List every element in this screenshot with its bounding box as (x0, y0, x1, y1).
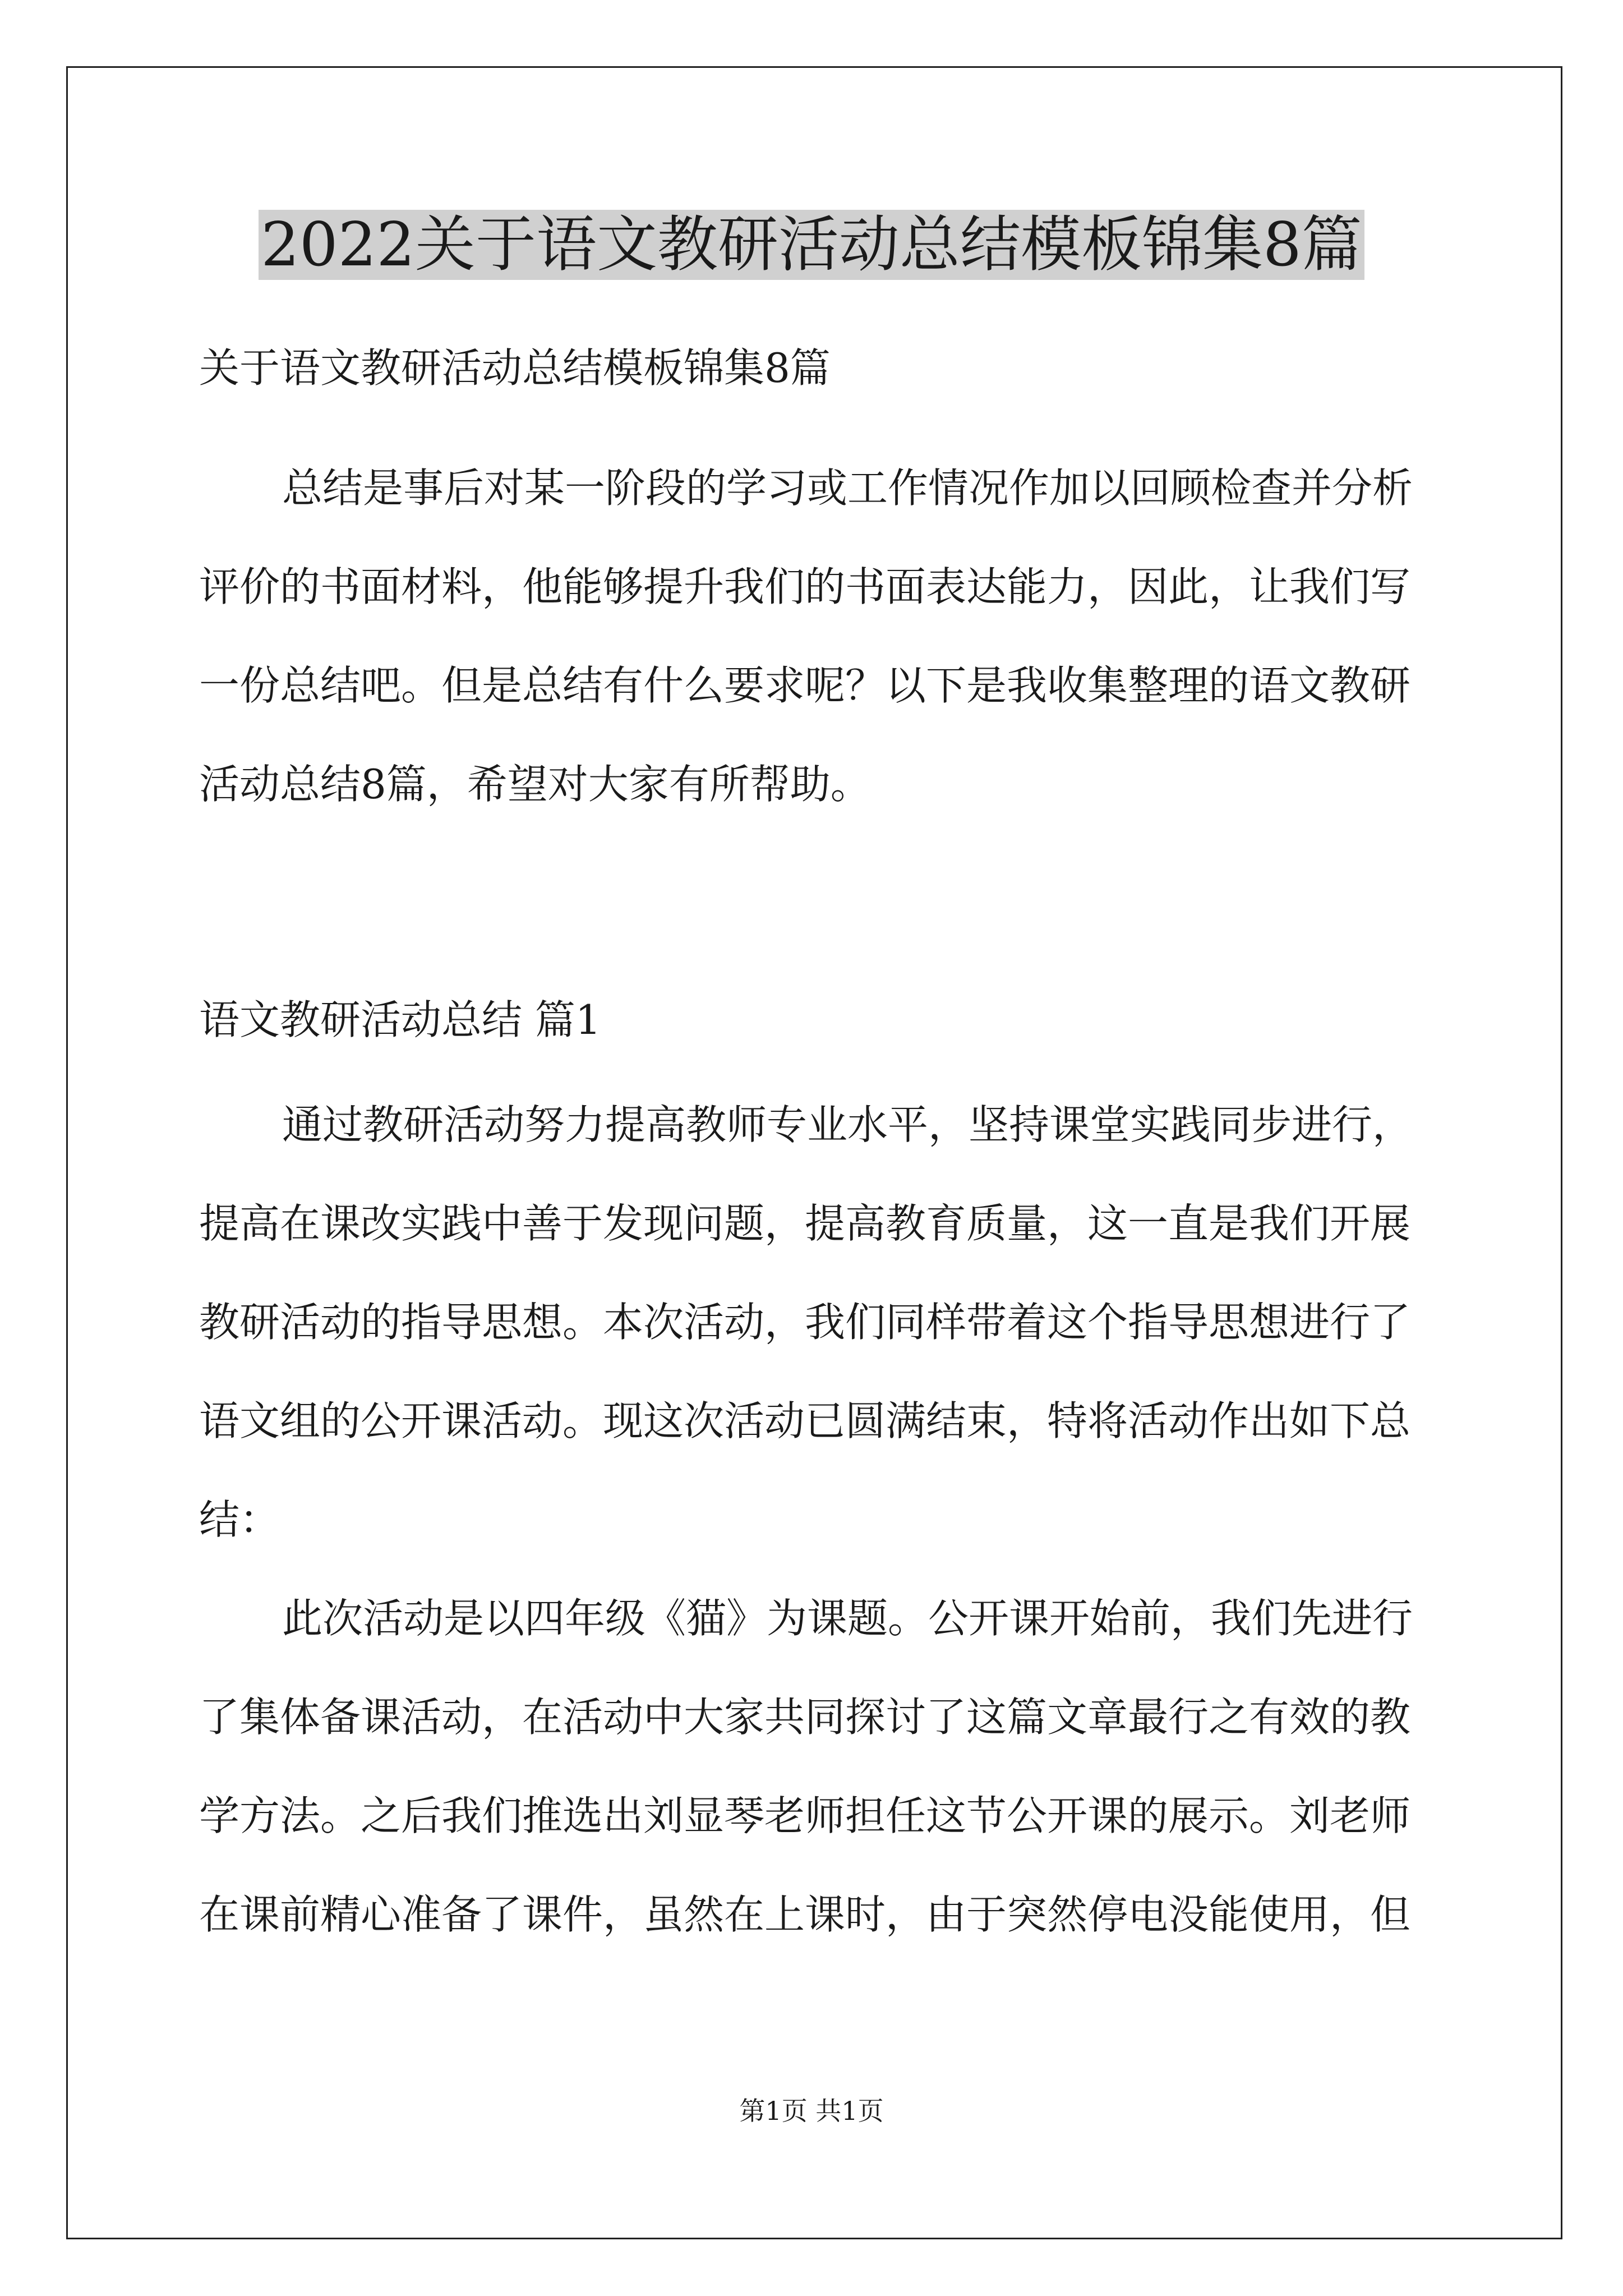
paragraph-line: 在课前精心准备了课件，虽然在上课时，由于突然停电没能使用，但 (199, 1891, 1411, 1938)
paragraph-line: 结： (199, 1496, 280, 1543)
document-subtitle: 关于语文教研活动总结模板锦集8篇 (199, 344, 831, 392)
intro-paragraph (199, 439, 1433, 834)
paragraph-line: 学方法。之后我们推选出刘显琴老师担任这节公开课的展示。刘老师 (199, 1792, 1411, 1839)
section-heading: 语文教研活动总结 篇1 (199, 996, 601, 1043)
body-paragraph-2 (199, 1569, 1433, 1964)
paragraph-line: 语文组的公开课活动。现这次活动已圆满结束，特将活动作出如下总 (199, 1397, 1411, 1444)
paragraph-line: 评价的书面材料，他能够提升我们的书面表达能力，因此，让我们写 (199, 563, 1411, 610)
paragraph-line: 教研活动的指导思想。本次活动，我们同样带着这个指导思想进行了 (199, 1299, 1411, 1346)
document-title (0, 203, 1623, 287)
paragraph-line: 通过教研活动努力提高教师专业水平，坚持课堂实践同步进行， (282, 1101, 1413, 1148)
document-title-text: 2022关于语文教研活动总结模板锦集8篇 (259, 210, 1364, 280)
page-footer: 第1页 共1页 (739, 2096, 884, 2126)
paragraph-line: 了集体备课活动，在活动中大家共同探讨了这篇文章最行之有效的教 (199, 1694, 1411, 1741)
paragraph-line: 此次活动是以四年级《猫》为课题。公开课开始前，我们先进行 (282, 1595, 1413, 1642)
paragraph-line: 一份总结吧。但是总结有什么要求呢？以下是我收集整理的语文教研 (199, 662, 1411, 709)
paragraph-line: 提高在课改实践中善于发现问题，提高教育质量，这一直是我们开展 (199, 1200, 1411, 1247)
body-paragraph-1 (199, 1075, 1433, 1569)
paragraph-line: 总结是事后对某一阶段的学习或工作情况作加以回顾检查并分析 (282, 464, 1413, 512)
paragraph-line: 活动总结8篇，希望对大家有所帮助。 (199, 761, 871, 808)
